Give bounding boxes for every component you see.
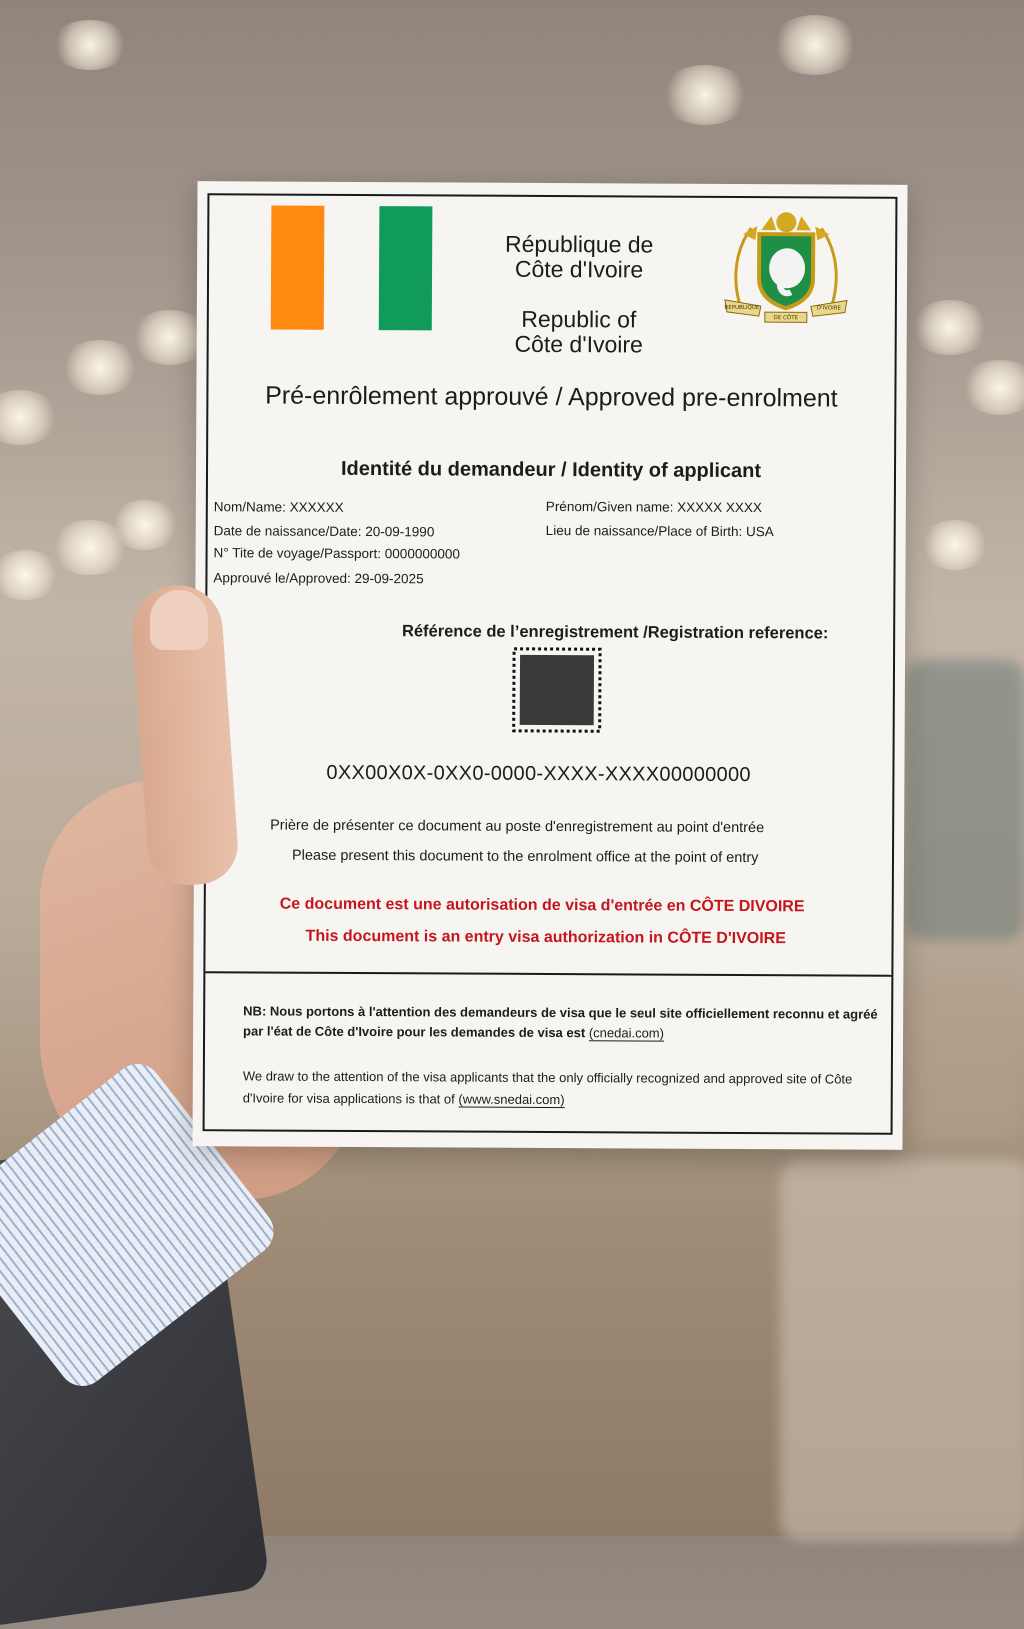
ceiling-light: [0, 390, 60, 445]
birth-date-field: Date de naissance/Date: 20-09-1990: [213, 523, 435, 540]
ceiling-light: [920, 520, 990, 570]
ceiling-light: [50, 520, 130, 575]
ceiling-light: [910, 300, 990, 355]
document-frame: [203, 193, 898, 1135]
cnedai-link: (cnedai.com): [588, 1025, 665, 1041]
qr-code-icon: [512, 647, 602, 733]
ceiling-light: [0, 550, 60, 600]
identity-heading: Identité du demandeur / Identity of applicant: [340, 457, 762, 483]
approved-date-field: Approuvé le/Approved: 29-09-2025: [213, 570, 424, 587]
instruction-fr: Prière de présenter ce document au poste d'enregistrement au point d'entrée: [270, 817, 765, 837]
background-storefront: [905, 660, 1024, 940]
birth-place-field: Lieu de naissance/Place of Birth: USA: [545, 522, 774, 540]
authorization-en: This document is an entry visa authorization in CÔTE D'IVOIRE: [305, 927, 786, 948]
section-divider: [205, 971, 891, 977]
instruction-en: Please present this document to the enrolment office at the point of entry: [291, 847, 759, 867]
passport-field: N° Tite de voyage/Passport: 0000000000: [213, 545, 460, 562]
snedai-link: (www.snedai.com): [458, 1091, 565, 1108]
visa-document: [192, 181, 907, 1150]
coat-banner-left: REPUBLIQUE: [724, 304, 760, 312]
authorization-fr: Ce document est une autorisation de visa d'entrée en CÔTE DIVOIRE: [279, 895, 805, 916]
notice-en: We draw to the attention of the visa applicants that the only officially recognized and approved site of Côte d'Ivoire for visa applications is that of (www.snedai.com): [242, 1068, 853, 1108]
ceiling-light: [60, 340, 140, 395]
registration-code: 0XX00X0X-0XX0-0000-XXXX-XXXX00000000: [326, 761, 751, 787]
document-title: Pré-enrôlement approuvé / Approved pre-enrolment: [265, 381, 838, 413]
ceiling-light: [50, 20, 130, 70]
thumb-nail: [150, 590, 208, 650]
registration-reference-label: Référence de l’enregistrement /Registration reference:: [401, 622, 829, 643]
republic-heading: Republic of Côte d'Ivoire: [514, 305, 643, 358]
coat-of-arms-icon: [721, 208, 852, 329]
name-field: Nom/Name: XXXXXX: [213, 499, 344, 515]
flag-orange-stripe: [271, 206, 325, 330]
background-counter: [780, 1160, 1024, 1540]
ceiling-light: [960, 360, 1024, 415]
coat-banner-right: D'IVOIRE: [816, 305, 842, 312]
flag-green-stripe: [379, 206, 433, 330]
ceiling-light: [770, 15, 860, 75]
republique-heading: République de Côte d'Ivoire: [504, 230, 654, 283]
given-name-field: Prénom/Given name: XXXXX XXXX: [545, 498, 762, 516]
ceiling-light: [660, 65, 750, 125]
notice-fr: NB: Nous portons à l'attention des demandeurs de visa que le seul site officiellement reconnu et agréé par l'éat de Côte d'Ivoire pour les demandes de visa est (cnedai.com): [243, 1003, 878, 1041]
coat-banner-bottom: DE CÔTE: [773, 315, 799, 322]
